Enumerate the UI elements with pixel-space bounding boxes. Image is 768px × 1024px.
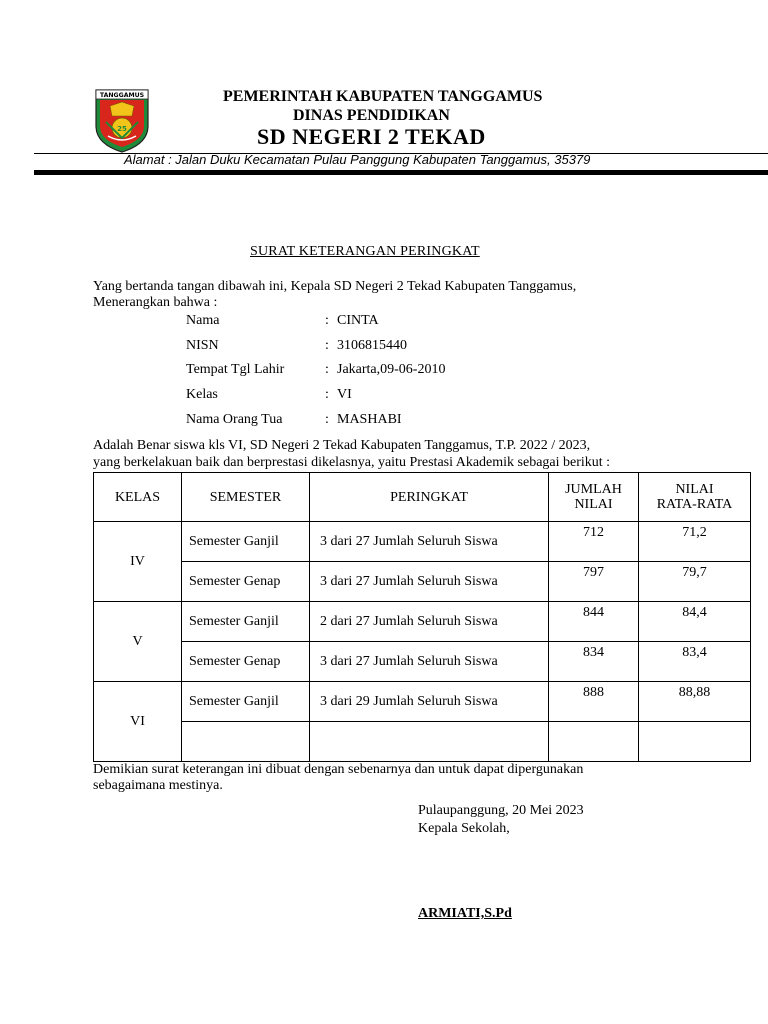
cell-semester: Semester Ganjil [182, 602, 310, 642]
table-row [94, 562, 751, 602]
cell-semester: Semester Genap [182, 642, 310, 682]
cell-kelas: IV [94, 522, 182, 602]
svg-text:TANGGAMUS: TANGGAMUS [99, 92, 145, 99]
cell-average: 84,4 [639, 602, 751, 642]
cell-average [639, 722, 751, 762]
cell-rank: 3 dari 29 Jumlah Seluruh Siswa [310, 682, 549, 722]
header-divider-thick [34, 170, 768, 175]
cell-total: 712 [549, 522, 639, 562]
field-label-nisn: NISN [186, 338, 219, 353]
intro-line-2: Menerangkan bahwa : [93, 295, 218, 310]
cell-rank: 3 dari 27 Jumlah Seluruh Siswa [310, 562, 549, 602]
cell-total: 797 [549, 562, 639, 602]
svg-text:25: 25 [117, 125, 127, 133]
cell-rank: 3 dari 27 Jumlah Seluruh Siswa [310, 642, 549, 682]
ranking-table [93, 472, 751, 762]
cell-rank [310, 722, 549, 762]
field-value-nisn: 3106815440 [337, 338, 407, 353]
table-header-row [94, 473, 751, 522]
cell-semester: Semester Ganjil [182, 682, 310, 722]
field-value-birth: Jakarta,09-06-2010 [337, 362, 446, 377]
cell-total: 888 [549, 682, 639, 722]
cell-rank: 2 dari 27 Jumlah Seluruh Siswa [310, 602, 549, 642]
closing-line-2: sebagaimana mestinya. [93, 778, 223, 793]
header-average-line-1: NILAI [675, 482, 714, 497]
field-label-name: Nama [186, 313, 220, 328]
cell-total: 844 [549, 602, 639, 642]
header-address: Alamat : Jalan Duku Kecamatan Pulau Panggung Kabupaten Tanggamus, 35379 [124, 152, 591, 167]
field-colon: : [325, 313, 329, 328]
table-row [94, 602, 751, 642]
field-label-class: Kelas [186, 387, 218, 402]
cell-average: 83,4 [639, 642, 751, 682]
field-colon: : [325, 412, 329, 427]
field-label-birth: Tempat Tgl Lahir [186, 362, 285, 377]
signature-name: ARMIATI,S.Pd [418, 906, 512, 921]
header-department: DINAS PENDIDIKAN [293, 107, 450, 124]
header-total-line-2: NILAI [574, 497, 613, 512]
signature-title: Kepala Sekolah, [418, 821, 510, 836]
header-semester: SEMESTER [182, 473, 310, 522]
cell-kelas: V [94, 602, 182, 682]
table-row [94, 722, 751, 762]
field-label-parent: Nama Orang Tua [186, 412, 283, 427]
header-government: PEMERINTAH KABUPATEN TANGGAMUS [223, 88, 543, 105]
cell-semester [182, 722, 310, 762]
signature-place-date: Pulaupanggung, 20 Mei 2023 [418, 803, 584, 818]
document-title: SURAT KETERANGAN PERINGKAT [250, 244, 480, 259]
field-colon: : [325, 362, 329, 377]
field-colon: : [325, 387, 329, 402]
cell-average: 79,7 [639, 562, 751, 602]
field-value-class: VI [337, 387, 352, 402]
cell-average: 71,2 [639, 522, 751, 562]
header-rank: PERINGKAT [310, 473, 549, 522]
header-average-line-2: RATA-RATA [656, 497, 733, 512]
cell-semester: Semester Ganjil [182, 522, 310, 562]
field-value-name: CINTA [337, 313, 379, 328]
table-row [94, 682, 751, 722]
regency-logo [92, 86, 152, 154]
closing-line-1: Demikian surat keterangan ini dibuat dengan sebenarnya dan untuk dapat dipergunakan [93, 762, 584, 777]
header-school-name: SD NEGERI 2 TEKAD [257, 124, 486, 149]
field-value-parent: MASHABI [337, 412, 402, 427]
header-kelas: KELAS [94, 473, 182, 522]
cell-total: 834 [549, 642, 639, 682]
table-row [94, 642, 751, 682]
field-colon: : [325, 338, 329, 353]
statement-line-1: Adalah Benar siswa kls VI, SD Negeri 2 Tekad Kabupaten Tanggamus, T.P. 2022 / 2023, [93, 438, 591, 453]
cell-rank: 3 dari 27 Jumlah Seluruh Siswa [310, 522, 549, 562]
header-total [549, 473, 639, 522]
header-total-line-1: JUMLAH [565, 482, 622, 497]
header-average [639, 473, 751, 522]
cell-kelas: VI [94, 682, 182, 762]
cell-total [549, 722, 639, 762]
statement-line-2: yang berkelakuan baik dan berprestasi dikelasnya, yaitu Prestasi Akademik sebagai berikut : [93, 455, 611, 470]
cell-semester: Semester Genap [182, 562, 310, 602]
table-row [94, 522, 751, 562]
intro-line-1: Yang bertanda tangan dibawah ini, Kepala SD Negeri 2 Tekad Kabupaten Tanggamus, [93, 279, 577, 294]
cell-average: 88,88 [639, 682, 751, 722]
